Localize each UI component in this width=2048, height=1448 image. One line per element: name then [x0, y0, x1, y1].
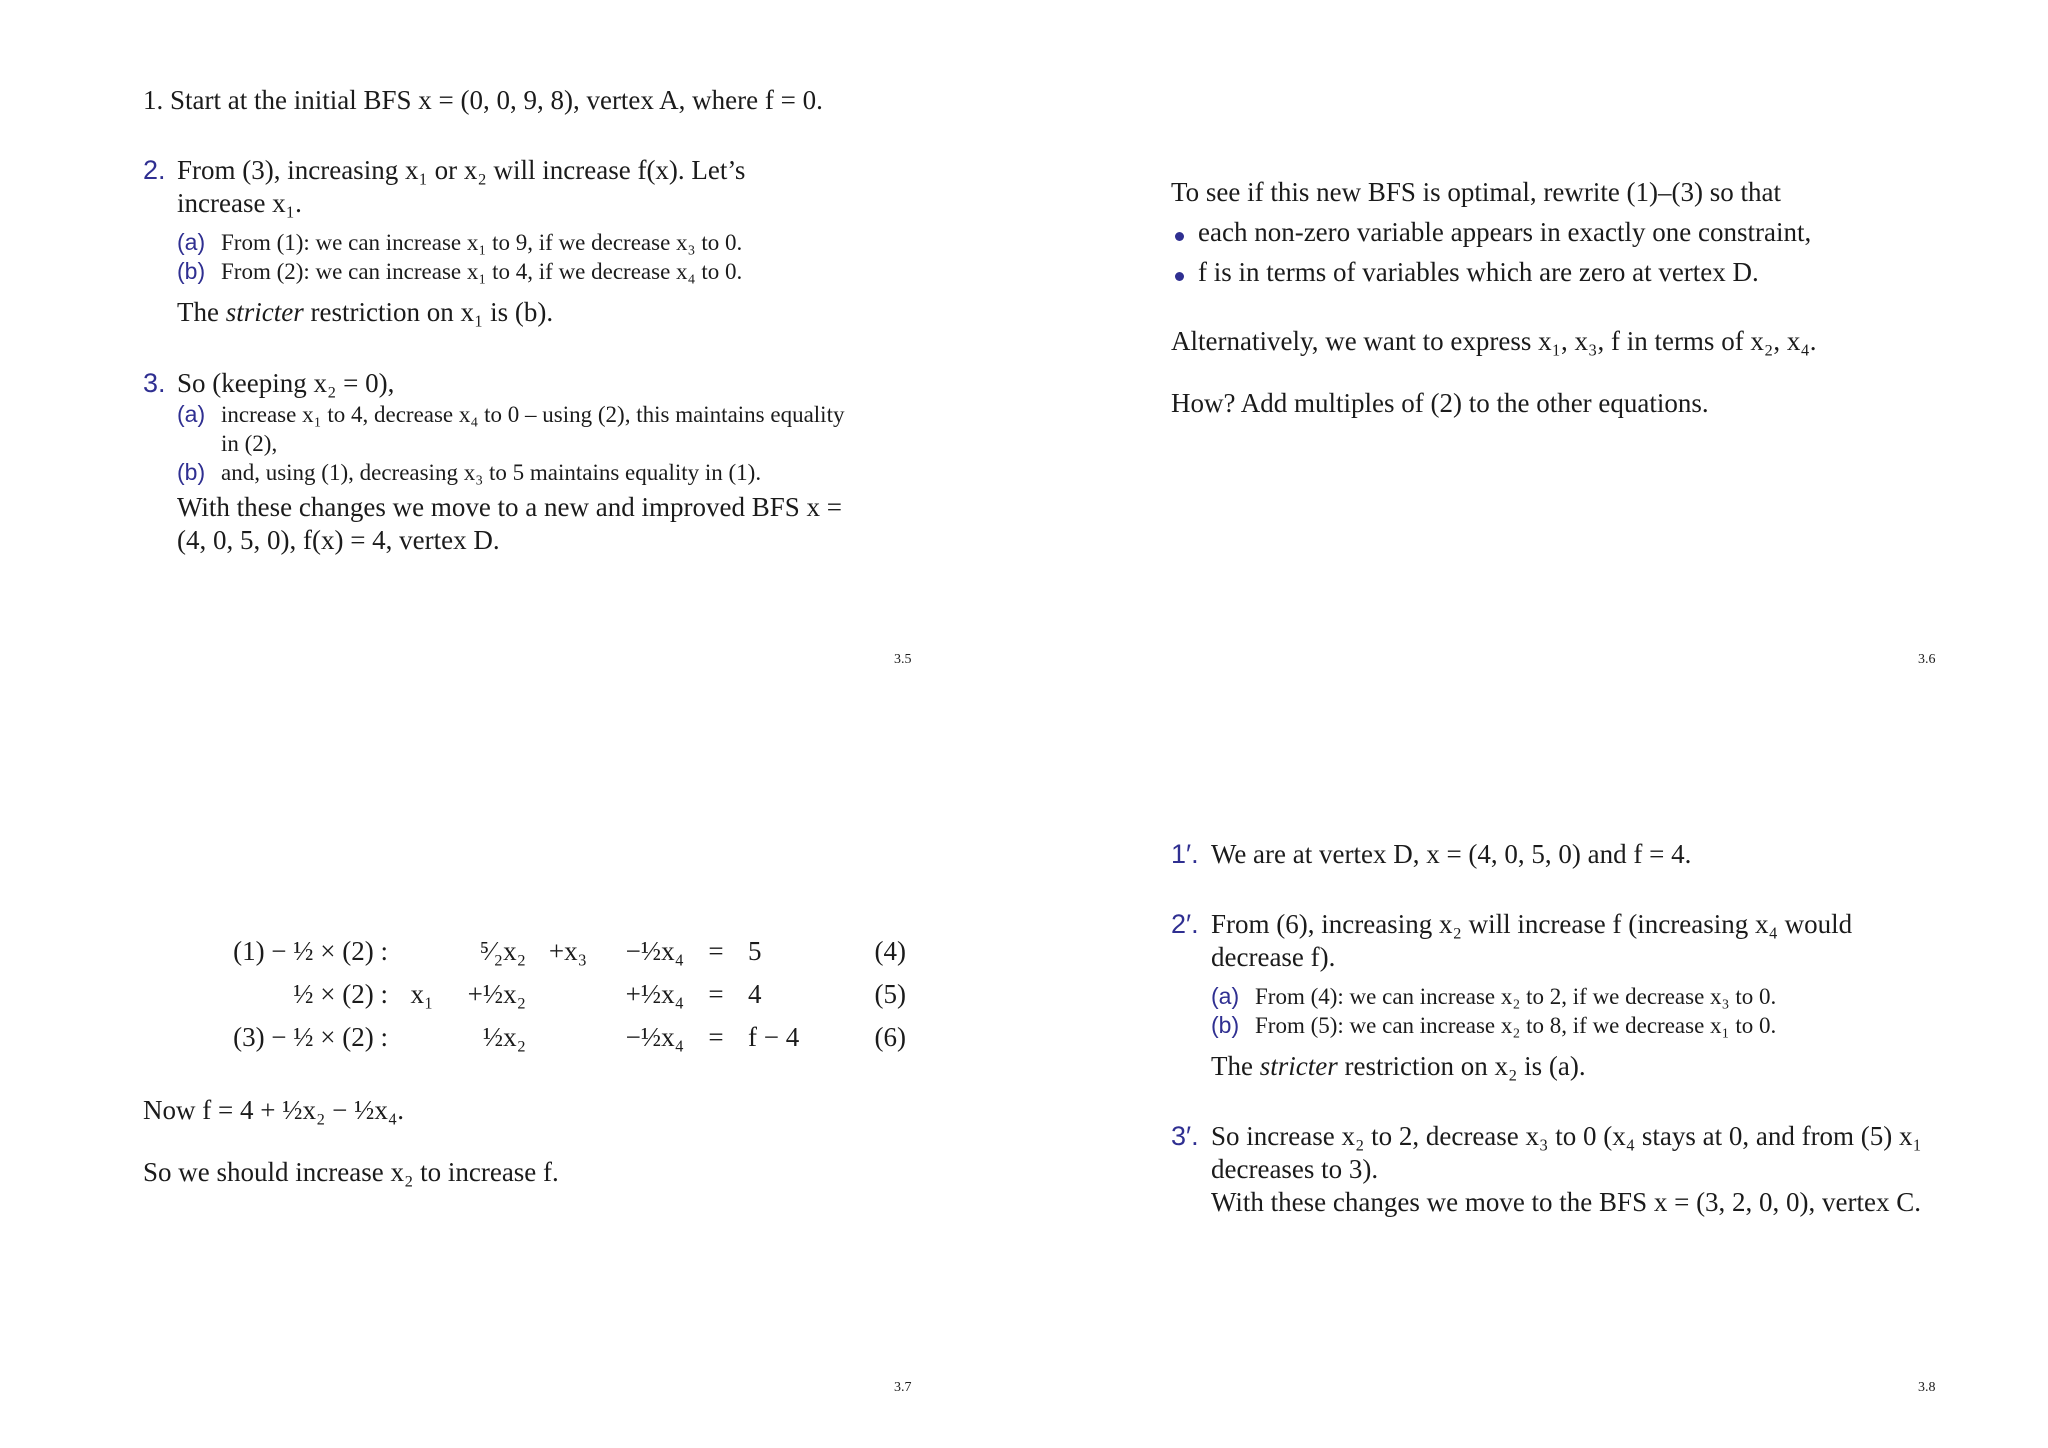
step-2-prime-text: From (6), increasing x₂ will increase f (increasing x₄ would decrease f).	[1211, 909, 1853, 972]
intro-text: To see if this new BFS is optimal, rewrite (1)–(3) so that	[1171, 177, 1782, 207]
step-2	[143, 154, 863, 329]
step-1-prime-text: We are at vertex D, x = (4, 0, 5, 0) and f = 4.	[1211, 839, 1692, 869]
bullet-list	[1171, 216, 1971, 289]
step-2-text: From (3), increasing x₁ or x₂ will increase f(x). Let’s increase x₁.	[177, 155, 746, 218]
step-2-prime-subitem-b: (b) From (5): we can increase x₂ to 8, if we decrease x₁ to 0.	[1211, 1012, 1777, 1038]
bullet-item: each non-zero variable appears in exactly one constraint,	[1171, 216, 1971, 249]
page-number: 3.5	[894, 652, 912, 667]
step-2-subitem-a: (a) From (1): we can increase x₁ to 9, if we decrease x₃ to 0.	[177, 229, 743, 255]
step-2-subitem-b: (b) From (2): we can increase x₁ to 4, if we decrease x₄ to 0.	[177, 258, 743, 284]
step-3-prime-number: 3′.	[1171, 1121, 1199, 1151]
step-2-prime-number: 2′.	[1171, 909, 1199, 939]
step-3-conclusion: With these changes we move to a new and improved BFS x = (4, 0, 5, 0), f(x) = 4, vertex D.	[177, 492, 843, 555]
step-3-subitem-b: (b) and, using (1), decreasing x₃ to 5 maintains equality in (1).	[177, 459, 762, 485]
step-2-prime-conclusion: The stricter restriction on x₂ is (a).	[1211, 1051, 1586, 1081]
step-3-prime-text: So increase x₂ to 2, decrease x₃ to 0 (x₄ stays at 0, and from (5) x₁ decreases to 3).	[1211, 1121, 1922, 1184]
step-3-subitem-a: (a) increase x₁ to 4, decrease x₄ to 0 – using (2), this maintains equality in (2),	[177, 401, 845, 456]
slide-3-7	[0, 724, 1024, 1448]
step-1-text: 1. Start at the initial BFS x = (0, 0, 9, 8), vertex A, where f = 0.	[143, 85, 823, 115]
step-3-text: So (keeping x₂ = 0),	[177, 368, 395, 398]
conclusion-text: So we should increase x₂ to increase f.	[143, 1157, 559, 1187]
step-2-number: 2.	[143, 155, 166, 185]
step-3	[143, 367, 883, 557]
alternative-text: Alternatively, we want to express x₁, x₃, f in terms of x₂, x₄.	[1171, 326, 1817, 356]
page-number: 3.8	[1918, 1380, 1936, 1395]
page-number: 3.6	[1918, 652, 1936, 667]
step-2-subitems	[177, 228, 837, 286]
how-text: How? Add multiples of (2) to the other equations.	[1171, 388, 1709, 418]
equation-row: ½ × (2) : x₁ +½x₂ +½x₄ = 4 (5)	[293, 979, 906, 1009]
step-2-conclusion: The stricter restriction on x₁ is (b).	[177, 297, 554, 327]
slide-3-8	[1024, 724, 2048, 1448]
step-1-prime-number: 1′.	[1171, 839, 1199, 869]
bullet-icon	[1175, 272, 1184, 281]
now-text: Now f = 4 + ½x₂ − ½x₄.	[143, 1095, 404, 1125]
bullet-icon	[1175, 232, 1184, 241]
equation-row: (3) − ½ × (2) : ½x₂ −½x₄ = f − 4 (6)	[233, 1022, 906, 1052]
step-2-prime-subitem-a: (a) From (4): we can increase x₂ to 2, if we decrease x₃ to 0.	[1211, 983, 1777, 1009]
slide-3-6	[1024, 0, 2048, 724]
page-number: 3.7	[894, 1380, 912, 1395]
step-1-prime	[1171, 838, 1991, 871]
bullet-item: f is in terms of variables which are zero at vertex D.	[1171, 256, 1971, 289]
step-3-prime-conclusion: With these changes we move to the BFS x = (3, 2, 0, 0), vertex C.	[1211, 1187, 1922, 1217]
equation-row: (1) − ½ × (2) : ⁵⁄₂x₂ +x₃ −½x₄ = 5 (4)	[233, 936, 906, 966]
step-3-number: 3.	[143, 368, 166, 398]
step-3-prime	[1171, 1120, 1971, 1219]
equation-table	[172, 930, 912, 1059]
step-2-prime-subitems	[1211, 982, 1931, 1040]
step-3-subitems	[177, 400, 867, 487]
step-2-prime	[1171, 908, 1971, 1083]
slide-3-5	[0, 0, 1024, 724]
